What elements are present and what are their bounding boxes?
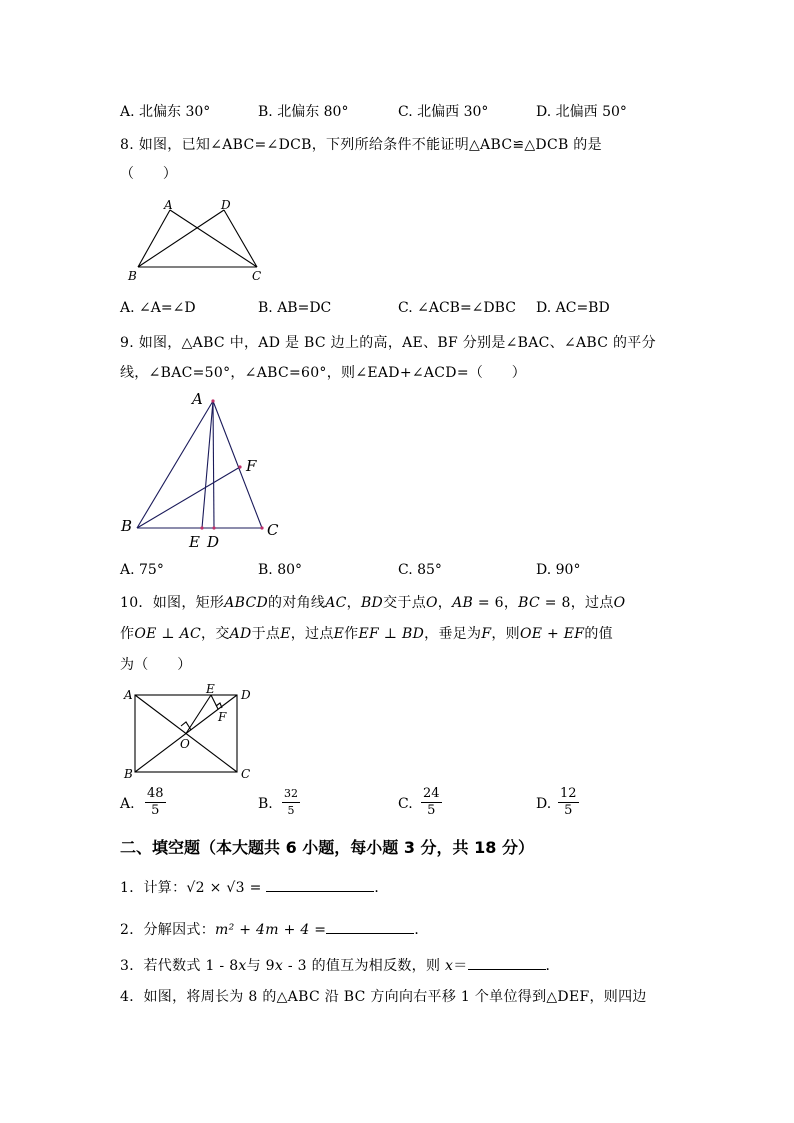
q10-option-c-fraction: $\frac{24}{5}$ [423,786,440,818]
q9-label-b: B [121,517,133,535]
q8-label-c: C [252,269,262,283]
q10-label-d: D [241,688,251,702]
q10-label-a: A [124,688,133,702]
q9-label-d: D [207,533,220,551]
q8-figure [124,192,284,287]
section-2-title: 二、填空题（本大题共 6 小题，每小题 3 分，共 18 分） [120,838,534,857]
fill-q3: 3．若代数式 1 - 8x与 9x - 3 的值互为相反数，则 x＝ ． [120,958,560,974]
q8-paren: （ ） [120,166,178,182]
q7-option-d: D. 北偏西 50° [536,104,627,120]
q10-label-o: O [180,737,190,751]
q8-option-c: C. ∠ACB=∠DBC [398,300,516,316]
q7-option-b: B. 北偏东 80° [258,104,349,120]
q9-label-e: E [189,533,200,551]
q10-stem-line1: 10．如图，矩形ABCD的对角线AC，BD交于点O，AB = 6，BC = 8，过点O [120,595,626,611]
q10-option-d-fraction: $\frac{12}{5}$ [560,786,577,818]
q10-label-c: C [241,767,251,781]
q7-option-c: C. 北偏西 30° [398,104,489,120]
q10-label-f: F [218,710,227,724]
q8-option-a: A. ∠A=∠D [120,300,196,316]
fill-q2-blank[interactable] [326,933,414,934]
q10-option-a-letter: A. [120,796,135,812]
q10-label-b: B [124,767,133,781]
q10-stem-line2: 作OE ⊥ AC，交AD于点E，过点E作EF ⊥ BD，垂足为F，则OE + EF的值 [120,626,613,642]
q9-label-a: A [192,390,203,408]
q10-option-b-fraction: $\frac{32}{5}$ [284,787,298,817]
q10-stem-line3: 为（ ） [120,657,192,673]
q8-option-d: D. AC=BD [536,300,610,316]
q9-option-b: B. 80° [258,562,303,578]
q10-option-b-letter: B. [258,796,273,812]
fill-q2: 2．分解因式：m² + 4m + 4 = ． [120,922,429,938]
q8-label-b: B [128,269,137,283]
fill-q4: 4．如图，将周长为 8 的△ABC 沿 BC 方向向右平移 1 个单位得到△DEF，则四边 [120,989,647,1005]
q8-label-a: A [164,198,173,212]
q9-stem-line2: 线，∠BAC=50°，∠ABC=60°，则∠EAD+∠ACD=（ ） [120,365,527,381]
q9-option-d: D. 90° [536,562,581,578]
q9-option-a: A. 75° [120,562,164,578]
fill-q3-blank[interactable] [468,969,546,970]
fill-q1: 1．计算：√2 × √3 = ． [120,880,389,896]
q9-option-c: C. 85° [398,562,442,578]
q7-option-a: A. 北偏东 30° [120,104,211,120]
q9-label-c: C [267,521,279,539]
fill-q1-blank[interactable] [266,891,374,892]
q10-figure [120,682,270,782]
q9-figure [116,388,296,558]
q8-label-d: D [221,198,231,212]
q10-option-a-fraction: $\frac{48}{5}$ [147,786,164,818]
q10-option-d-letter: D. [536,796,552,812]
q10-label-e: E [206,682,215,696]
q10-option-c-letter: C. [398,796,413,812]
q9-label-f: F [246,457,257,475]
q8-option-b: B. AB=DC [258,300,332,316]
q9-stem-line1: 9. 如图，△ABC 中，AD 是 BC 边上的高，AE、BF 分别是∠BAC、∠ABC 的平分 [120,335,656,351]
q8-stem: 8. 如图，已知∠ABC=∠DCB，下列所给条件不能证明△ABC≌△DCB 的是 [120,137,602,153]
